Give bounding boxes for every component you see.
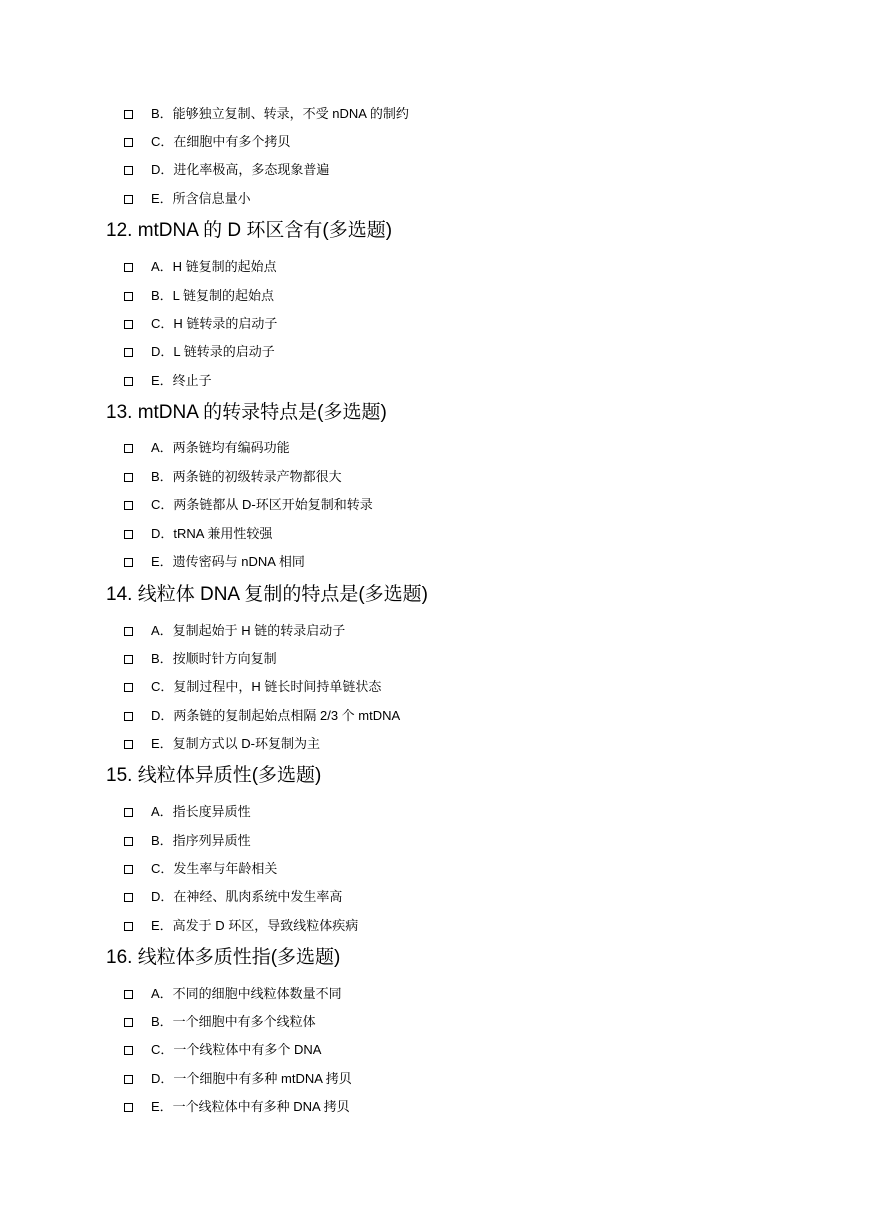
question-title: 15. 线粒体异质性(多选题) [106,765,322,786]
checkbox-icon[interactable] [124,808,133,817]
option-item[interactable] [124,621,345,641]
option-label: B．指序列异质性 [151,833,251,848]
option-label: B．按顺时针方向复制 [151,651,277,666]
option-item[interactable] [124,887,342,907]
option-item[interactable] [124,552,305,572]
checkbox-icon[interactable] [124,558,133,567]
option-item[interactable] [124,706,400,726]
option-label: A．指长度异质性 [151,804,251,819]
checkbox-icon[interactable] [124,922,133,931]
option-item[interactable] [124,649,277,669]
checkbox-icon[interactable] [124,138,133,147]
option-label: B．一个细胞中有多个线粒体 [151,1014,316,1029]
checkbox-icon[interactable] [124,473,133,482]
question-title: 12. mtDNA 的 D 环区含有(多选题) [106,220,393,241]
option-item[interactable] [124,160,329,180]
checkbox-icon[interactable] [124,865,133,874]
question-title: 13. mtDNA 的转录特点是(多选题) [106,402,387,423]
checkbox-icon[interactable] [124,1018,133,1027]
option-label: C．H 链转录的启动子 [151,316,278,331]
option-item[interactable] [124,257,277,277]
option-item[interactable] [124,677,381,697]
option-item[interactable] [124,734,320,754]
option-item[interactable] [124,342,275,362]
option-item[interactable] [124,1012,316,1032]
option-item[interactable] [124,132,290,152]
checkbox-icon[interactable] [124,893,133,902]
checkbox-icon[interactable] [124,712,133,721]
checkbox-icon[interactable] [124,501,133,510]
option-item[interactable] [124,984,342,1004]
option-label: B．能够独立复制、转录，不受 nDNA 的制约 [151,106,409,121]
option-item[interactable] [124,831,251,851]
checkbox-icon[interactable] [124,740,133,749]
checkbox-icon[interactable] [124,110,133,119]
option-item[interactable] [124,802,251,822]
checkbox-icon[interactable] [124,377,133,386]
checkbox-icon[interactable] [124,1075,133,1084]
option-item[interactable] [124,1097,350,1117]
option-label: B．两条链的初级转录产物都很大 [151,469,342,484]
question-title: 14. 线粒体 DNA 复制的特点是(多选题) [106,584,428,605]
option-label: D．两条链的复制起始点相隔 2/3 个 mtDNA [151,708,401,723]
option-label: C．在细胞中有多个拷贝 [151,134,291,149]
option-item[interactable] [124,916,358,936]
checkbox-icon[interactable] [124,1103,133,1112]
option-item[interactable] [124,371,212,391]
checkbox-icon[interactable] [124,292,133,301]
option-label: D．在神经、肌肉系统中发生率高 [151,889,343,904]
option-item[interactable] [124,495,373,515]
checkbox-icon[interactable] [124,444,133,453]
question-title: 16. 线粒体多质性指(多选题) [106,947,341,968]
checkbox-icon[interactable] [124,837,133,846]
option-item[interactable] [124,286,274,306]
checkbox-icon[interactable] [124,530,133,539]
option-item[interactable] [124,1069,352,1089]
option-label: D．一个细胞中有多种 mtDNA 拷贝 [151,1071,352,1086]
option-label: D．tRNA 兼用性较强 [151,526,273,541]
checkbox-icon[interactable] [124,655,133,664]
checkbox-icon[interactable] [124,683,133,692]
option-item[interactable] [124,314,277,334]
option-label: E．终止子 [151,373,212,388]
checkbox-icon[interactable] [124,990,133,999]
option-label: E．一个线粒体中有多种 DNA 拷贝 [151,1099,350,1114]
checkbox-icon[interactable] [124,166,133,175]
option-item[interactable] [124,438,290,458]
option-item[interactable] [124,189,251,209]
checkbox-icon[interactable] [124,195,133,204]
checkbox-icon[interactable] [124,320,133,329]
checkbox-icon[interactable] [124,263,133,272]
option-label: C．两条链都从 D-环区开始复制和转录 [151,497,373,512]
checkbox-icon[interactable] [124,348,133,357]
option-label: C．一个线粒体中有多个 DNA [151,1042,322,1057]
option-label: A．两条链均有编码功能 [151,440,290,455]
option-label: E．遗传密码与 nDNA 相同 [151,554,305,569]
option-label: A．复制起始于 H 链的转录启动子 [151,623,346,638]
option-label: C．复制过程中，H 链长时间持单链状态 [151,679,382,694]
option-label: B．L 链复制的起始点 [151,288,275,303]
checkbox-icon[interactable] [124,627,133,636]
option-label: A．H 链复制的起始点 [151,259,277,274]
option-label: D．L 链转录的启动子 [151,344,275,359]
option-item[interactable] [124,467,342,487]
option-item[interactable] [124,104,409,124]
option-item[interactable] [124,524,272,544]
option-item[interactable] [124,859,277,879]
option-label: C．发生率与年龄相关 [151,861,278,876]
checkbox-icon[interactable] [124,1046,133,1055]
option-item[interactable] [124,1040,321,1060]
option-label: E．复制方式以 D-环复制为主 [151,736,321,751]
option-label: A．不同的细胞中线粒体数量不同 [151,986,342,1001]
option-label: E．所含信息量小 [151,191,251,206]
option-label: D．进化率极高，多态现象普遍 [151,162,330,177]
option-label: E．高发于 D 环区，导致线粒体疾病 [151,918,359,933]
